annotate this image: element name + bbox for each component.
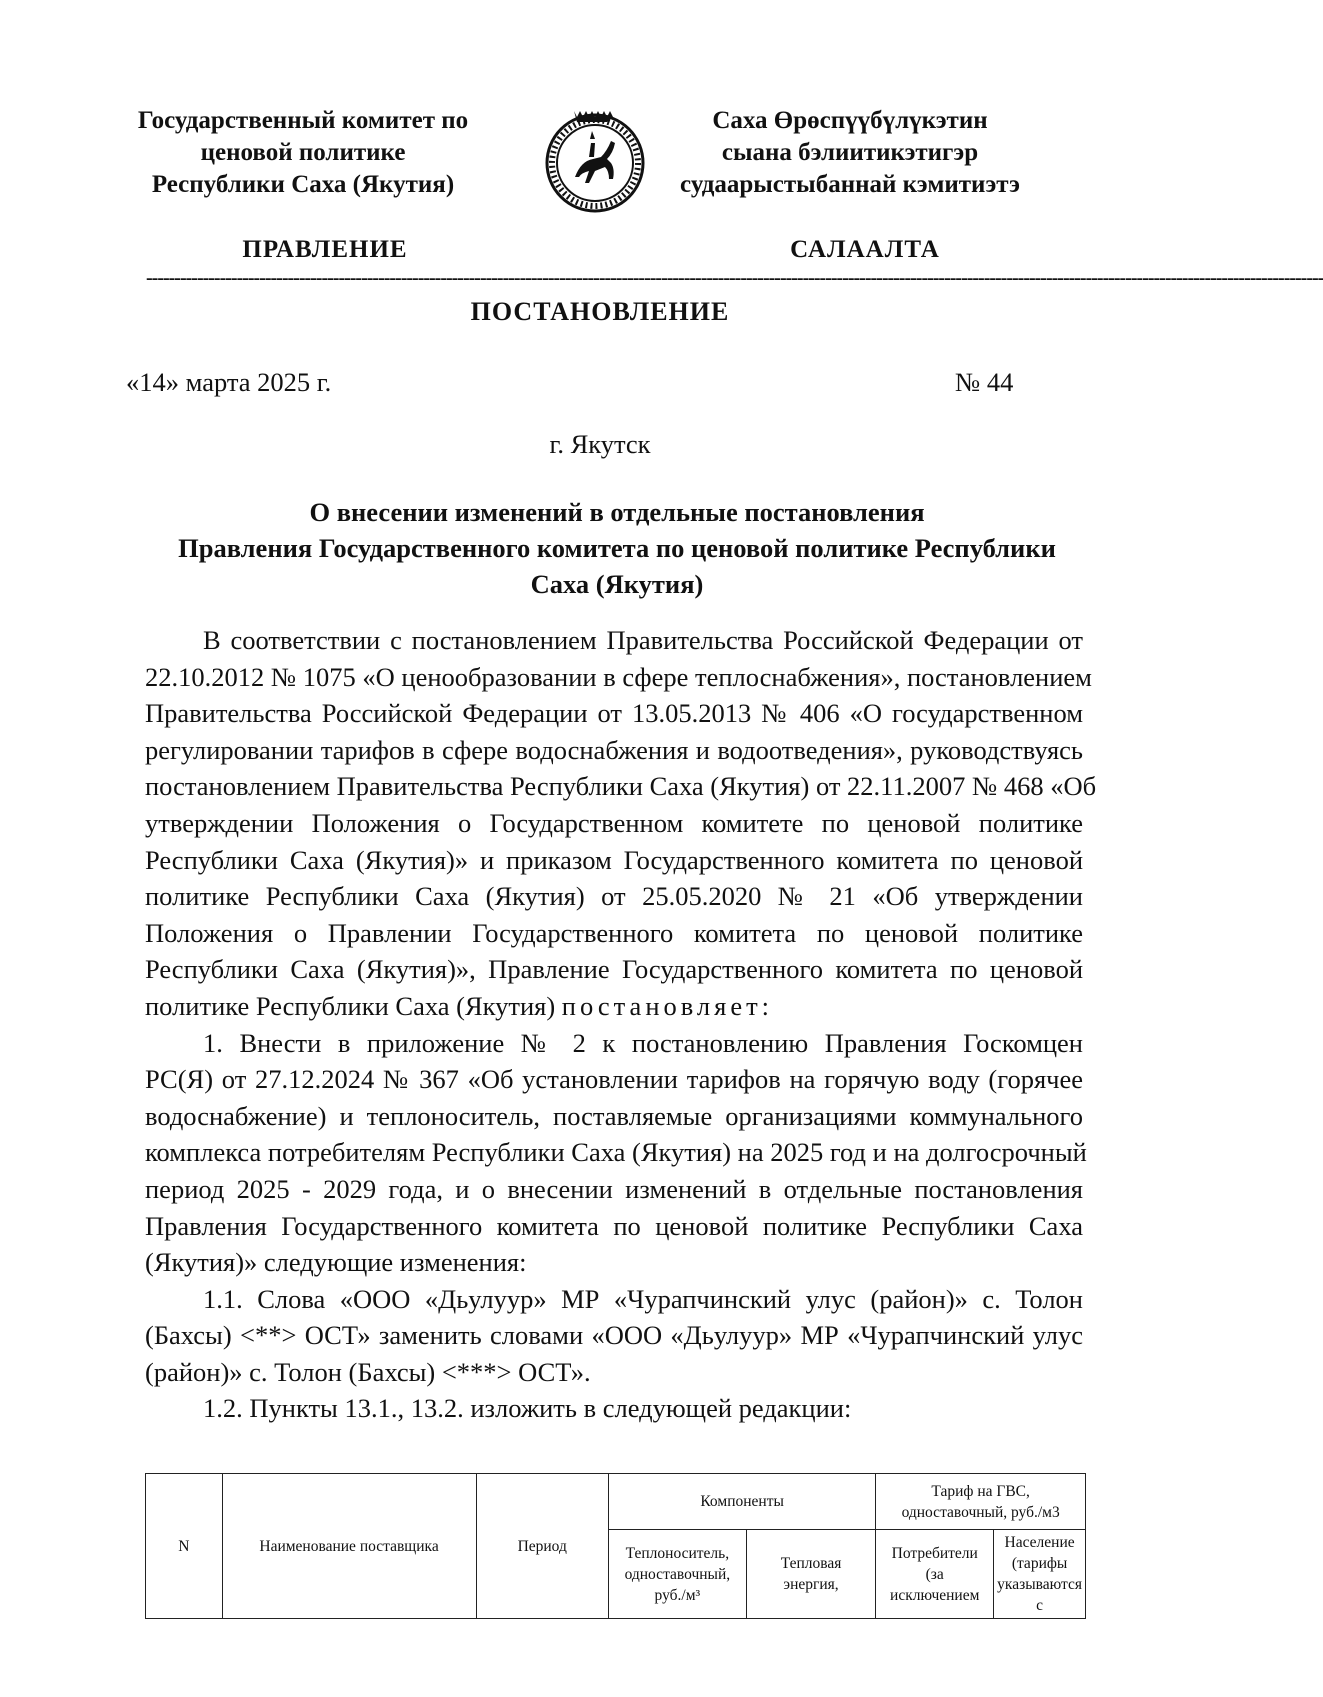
consumers-header (876, 1530, 994, 1619)
preamble-line: 22.10.2012 № 1075 «О ценообразовании в сфере теплоснабжения», постановлением (145, 661, 1092, 692)
coolant-header (608, 1530, 746, 1619)
col-supplier-header: Наименование поставщика (222, 1474, 476, 1619)
preamble-end: политике Республики Саха (Якутия) (145, 990, 556, 1021)
preamble-line: Республики Саха (Якутия)» и приказом Государственного комитета по ценовой (145, 844, 1083, 875)
heat-header-line: энергия, (783, 1576, 839, 1593)
item-1-1-line: (Бахсы) <**> ОСТ» заменить словами «ООО «Дьулуур» МР «Чурапчинский улус (145, 1320, 1083, 1351)
document-title-line: Саха (Якутия) (530, 569, 704, 599)
coolant-header-line: одноставочный, (624, 1565, 731, 1583)
population-header-line: (тарифы (1011, 1555, 1068, 1572)
item-1-line: водоснабжение) и теплоноситель, поставляемые организациями коммунального (145, 1100, 1083, 1131)
population-header-line: указываются с (997, 1576, 1082, 1614)
preamble-line: Положения о Правлении Государственного комитета по ценовой политике (145, 917, 1083, 948)
document-type: ПОСТАНОВЛЕНИЕ (470, 297, 730, 326)
col-n-header: N (146, 1474, 223, 1619)
agency-name-ru (118, 105, 488, 201)
agency-name-ru-line: Государственный комитет по (137, 107, 469, 134)
population-header-line: Население (1004, 1534, 1075, 1551)
agency-name-sah (655, 105, 1045, 201)
preamble-line: Республики Саха (Якутия)», Правление Государственного комитета по ценовой (145, 954, 1083, 985)
board-label-sah: САЛААЛТА (790, 236, 940, 263)
board-label-ru: ПРАВЛЕНИЕ (242, 236, 408, 263)
document-number: № 44 (955, 367, 1014, 397)
agency-name-sah-line: судаарыстыбаннай кэмитиэтэ (680, 171, 1020, 198)
item-1-1-line: (район)» с. Толон (Бахсы) <***> ОСТ». (145, 1356, 591, 1387)
preamble-line: утверждении Положения о Государственном комитете по ценовой политике (145, 807, 1083, 838)
coolant-header-line: Теплоноситель, (625, 1544, 730, 1562)
agency-name-sah-line: Саха Өрөспүүбүлүкэтин (712, 107, 988, 134)
item-1-line: 1. Внести в приложение № 2 к постановлению Правления Госкомцен (203, 1027, 1083, 1058)
item-1-line: РС(Я) от 27.12.2024 № 367 «Об установлении тарифов на горячую воду (горячее (145, 1064, 1083, 1095)
document-title (0, 494, 1234, 602)
item-1-line: (Якутия)» следующие изменения: (145, 1247, 527, 1278)
col-period-header: Период (476, 1474, 608, 1619)
document-date: «14» марта 2025 г. (126, 367, 332, 397)
consumers-header-line: (за (925, 1565, 944, 1583)
agency-name-sah-line: сыана бэлиитикэтигэр (721, 139, 979, 166)
components-header: Компоненты (608, 1474, 875, 1530)
population-header (994, 1530, 1086, 1619)
header-divider: ---------------------------------------------------------------------------------------------------------------------------------------------------------------------------------------------------------------- (146, 267, 1323, 289)
document-title-line: О внесении изменений в отдельные постановления (309, 497, 925, 527)
item-1-line: Правления Государственного комитета по ценовой политике Республики Саха (145, 1210, 1083, 1241)
tariff-table (145, 1473, 1086, 1619)
tariff-header (876, 1474, 1086, 1530)
coat-of-arms-icon (541, 107, 649, 215)
heat-header (746, 1530, 876, 1619)
preamble-line: постановлением Правительства Республики Саха (Якутия) от 22.11.2007 № 468 «Об (145, 771, 1097, 802)
preamble-line: В соответствии с постановлением Правительства Российской Федерации от (203, 625, 1083, 655)
item-1-2-line: 1.2. Пункты 13.1., 13.2. изложить в следующей редакции: (203, 1393, 852, 1424)
item-1-line: комплекса потребителям Республики Саха (Якутия) на 2025 год и на долгосрочный (145, 1137, 1087, 1168)
document-title-line: Правления Государственного комитета по ценовой политике Республики (178, 533, 1056, 563)
heat-header-line: Тепловая (780, 1555, 842, 1572)
preamble (145, 622, 1097, 1427)
agency-name-ru-line: ценовой политике (200, 139, 406, 166)
tariff-header-line: Тариф на ГВС, (931, 1482, 1030, 1500)
item-1-1-line: 1.1. Слова «ООО «Дьулуур» МР «Чурапчинский улус (район)» с. Толон (203, 1283, 1083, 1314)
resolves-word: постановляет: (561, 990, 774, 1021)
preamble-line: Правительства Российской Федерации от 13.05.2013 № 406 «О государственном (145, 698, 1083, 729)
consumers-header-line: Потребители (891, 1544, 978, 1562)
consumers-header-line: исключением (890, 1586, 980, 1604)
preamble-line: регулировании тарифов в сфере водоснабжения и водоотведения», руководствуясь (145, 734, 1083, 765)
document-place: г. Якутск (549, 429, 651, 459)
item-1-line: период 2025 - 2029 года, и о внесении изменений в отдельные постановления (145, 1173, 1083, 1204)
preamble-line: политике Республики Саха (Якутия) от 25.05.2020 № 21 «Об утверждении (145, 881, 1083, 912)
tariff-header-line: одноставочный, руб./м3 (901, 1503, 1060, 1521)
agency-name-ru-line: Республики Саха (Якутия) (151, 171, 455, 198)
coolant-header-line: руб./м³ (654, 1586, 701, 1604)
preamble-line (145, 988, 1083, 1025)
